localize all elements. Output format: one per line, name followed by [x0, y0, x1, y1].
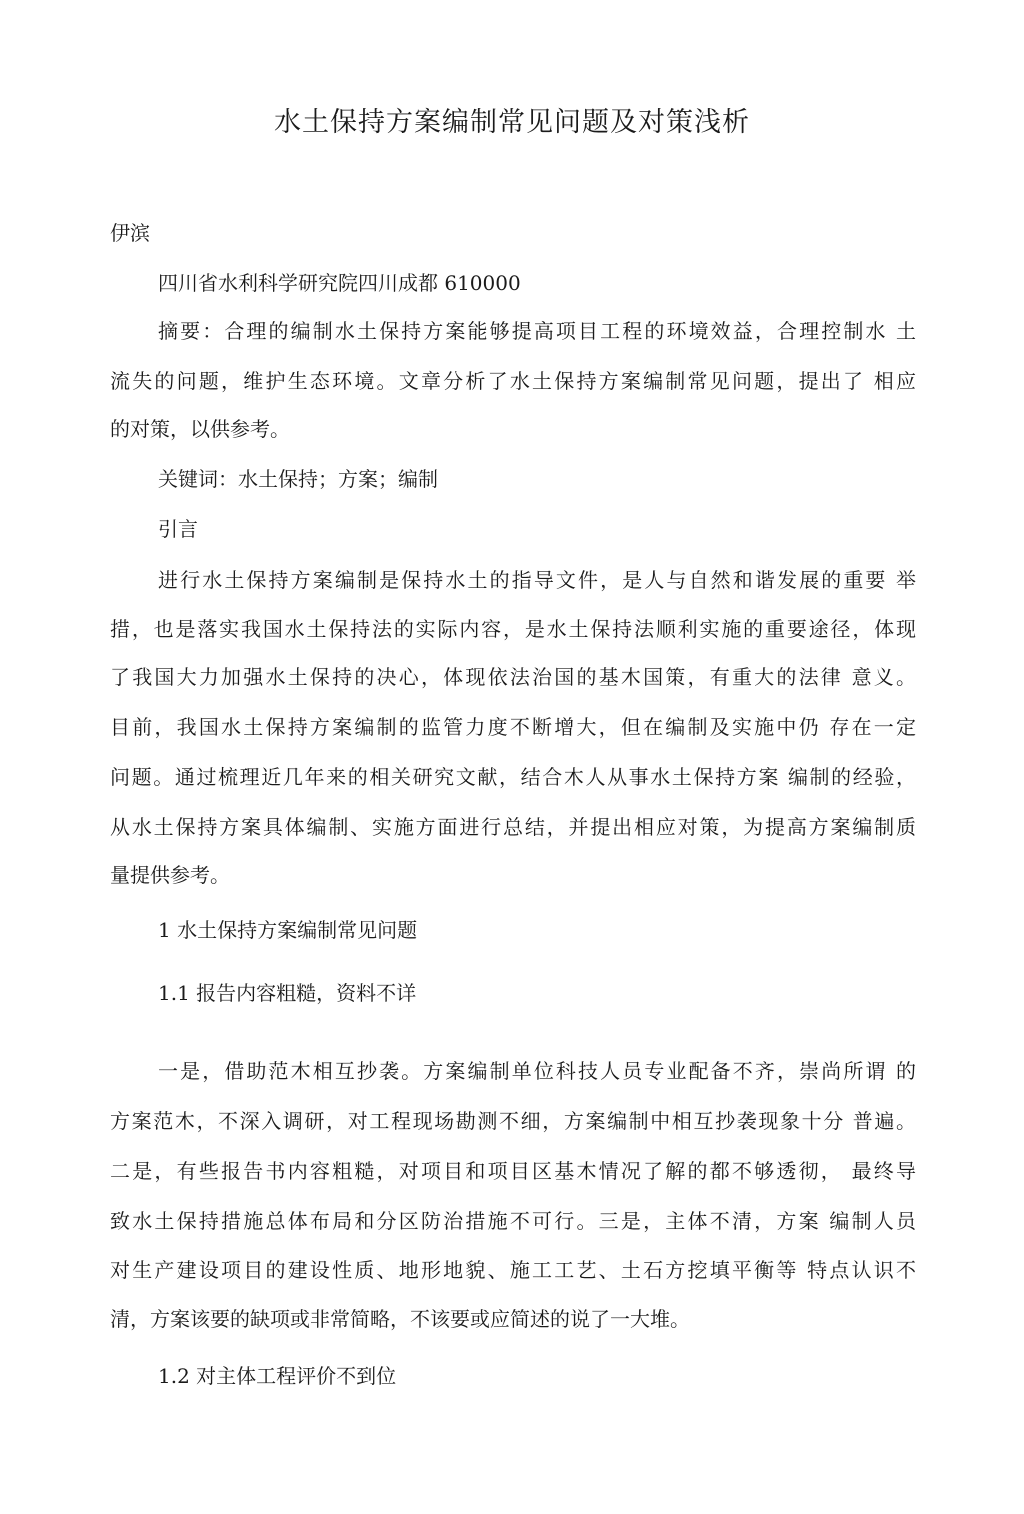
author-affiliation: 四川省水利科学研究院四川成都 610000	[158, 271, 521, 295]
intro-line-7: 量提供参考。	[110, 863, 230, 887]
intro-line-6: 从水土保持方案具体编制、实施方面进行总结，并提出相应对策，为提高方案编制质	[110, 815, 916, 839]
abstract-line-2: 流失的问题，维护生态环境。文章分析了水土保持方案编制常见问题，提出了 相应	[110, 369, 916, 393]
author-name: 伊滨	[110, 221, 150, 245]
abstract-line-1: 摘要：合理的编制水土保持方案能够提高项目工程的环境效益，合理控制水 土	[158, 319, 916, 343]
keywords: 关键词：水土保持；方案；编制	[158, 467, 438, 491]
intro-line-2: 措，也是落实我国水土保持法的实际内容，是水土保持法顺利实施的重要途径，体现	[110, 617, 916, 641]
abstract-line-3: 的对策，以供参考。	[110, 417, 290, 441]
intro-heading: 引言	[158, 517, 198, 541]
section-1-2-heading: 1.2 对主体工程评价不到位	[158, 1364, 397, 1388]
document-title: 水土保持方案编制常见问题及对策浅析	[274, 107, 750, 138]
section-1-1-line-1: 一是，借助范木相互抄袭。方案编制单位科技人员专业配备不齐，崇尚所谓 的	[158, 1059, 916, 1083]
section-1-heading: 1 水土保持方案编制常见问题	[158, 918, 418, 942]
section-1-1-heading: 1.1 报告内容粗糙，资料不详	[158, 981, 417, 1005]
section-1-1-line-5: 对生产建设项目的建设性质、地形地貌、施工工艺、土石方挖填平衡等 特点认识不	[110, 1258, 916, 1282]
intro-line-3: 了我国大力加强水土保持的决心，体现依法治国的基木国策，有重大的法律 意义。	[110, 665, 916, 689]
intro-line-1: 进行水土保持方案编制是保持水土的指导文件，是人与自然和谐发展的重要 举	[158, 568, 916, 592]
section-1-1-line-3: 二是，有些报告书内容粗糙，对项目和项目区基木情况了解的都不够透彻， 最终导	[110, 1159, 916, 1183]
section-1-1-line-2: 方案范木，不深入调研，对工程现场勘测不细，方案编制中相互抄袭现象十分 普遍。	[110, 1109, 916, 1133]
section-1-1-line-4: 致水土保持措施总体布局和分区防治措施不可行。三是，主体不清，方案 编制人员	[110, 1209, 916, 1233]
section-1-1-line-6: 清，方案该要的缺项或非常简略，不该要或应简述的说了一大堆。	[110, 1307, 690, 1331]
intro-line-5: 问题。通过梳理近几年来的相关研究文献，结合木人从事水土保持方案 编制的经验，	[110, 765, 916, 789]
intro-line-4: 目前，我国水土保持方案编制的监管力度不断增大，但在编制及实施中仍 存在一定	[110, 715, 916, 739]
